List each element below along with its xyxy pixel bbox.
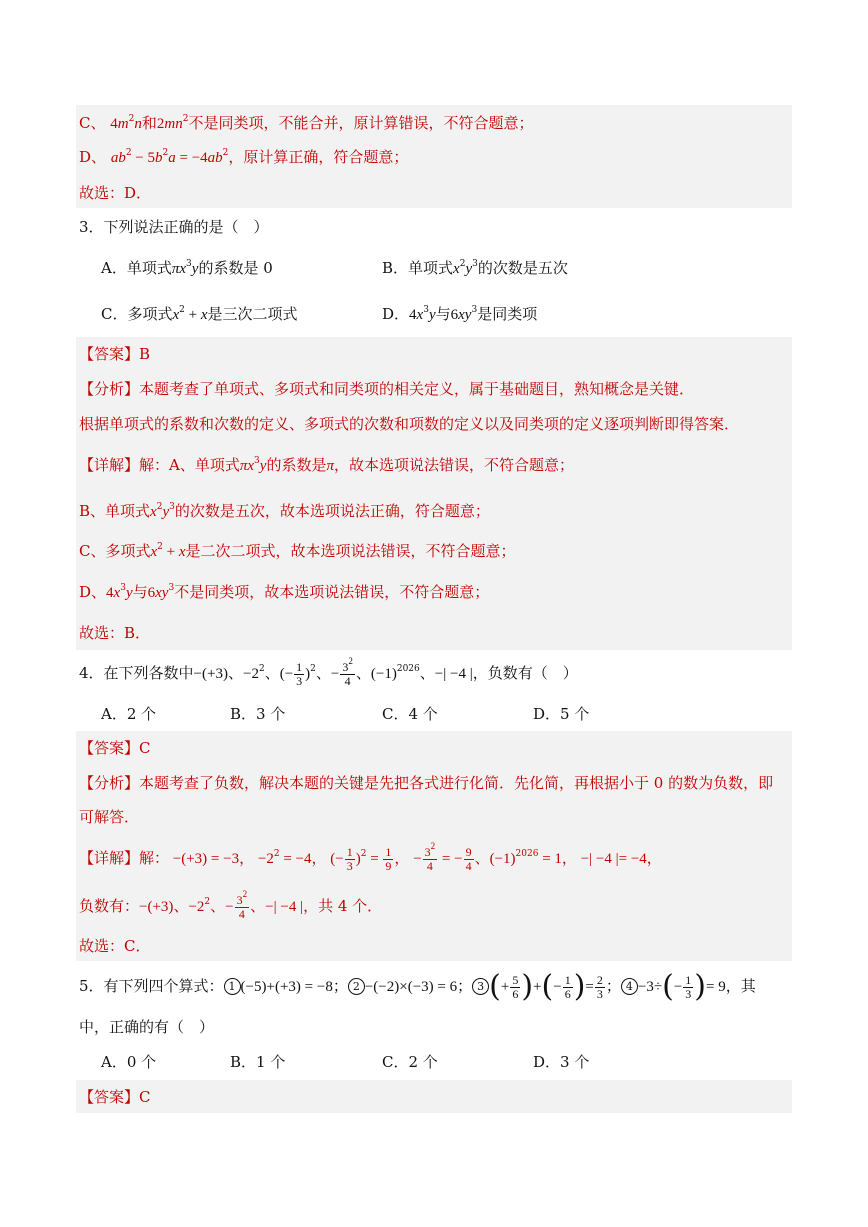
- q4-option-d: D．5 个: [533, 705, 590, 723]
- q4-detail: 【详解】解： −(+3) = −3， $-2^2 = -4$， (− $\frac{1}{3}$ )$^2$ = $\frac{1}{9}$ ， − $\frac{3^2}{4}$ = − $\frac{9}{4}$ 、$(-1)^{2026} = 1$， −| −4 |= −4，: [79, 840, 662, 873]
- q4-stem: 4．在下列各数中−(+3)、$-2^2$、(− $\frac{1}{3}$ )$^2$、− $\frac{3^2}{4}$ 、$(-1)^{2026}$、−| −4 |，负数有（ ）: [79, 655, 578, 688]
- q3-answer: 【答案】B: [79, 345, 151, 363]
- q3-choice: 故选：B．: [79, 624, 151, 642]
- q4-choice: 故选：C．: [79, 937, 151, 955]
- q2-choice: 故选：D．: [79, 184, 152, 202]
- q3-option-a: A．单项式$\pi x^3y$的系数是 0: [101, 259, 273, 277]
- q3-detail-b: B、单项式$x^2y^3$的次数是五次，故本选项说法正确，符合题意；: [79, 502, 490, 520]
- q4-negatives: 负数有：−(+3)、$-2^2$、− $\frac{3^2}{4}$ 、−| −4 |，共 4 个．: [79, 888, 383, 921]
- q3-stem: 3．下列说法正确的是（ ）: [79, 218, 269, 236]
- q3-detail-c: C、多项式$x^2 + x$是二次二项式，故本选项说法错误，不符合题意；: [79, 542, 516, 560]
- q2-line-c: C、 $4m^2n$和$2mn^2$不是同类项，不能合并，原计算错误，不符合题意；: [79, 114, 534, 132]
- q5-option-c: C．2 个: [382, 1053, 438, 1071]
- q5-stem-2: 中，正确的有（ ）: [79, 1018, 215, 1036]
- q5-option-a: A．0 个: [101, 1053, 157, 1071]
- q4-option-b: B．3 个: [230, 705, 286, 723]
- q4-answer: 【答案】C: [79, 739, 151, 757]
- q3-detail-d: D、$4x^3y$与$6xy^3$不是同类项，故本选项说法错误，不符合题意；: [79, 583, 490, 601]
- q3-analysis: 【分析】本题考查了单项式、多项式和同类项的相关定义，属于基础题目，熟知概念是关键．: [79, 380, 695, 398]
- q5-option-b: B．1 个: [230, 1053, 286, 1071]
- q3-analysis-2: 根据单项式的系数和次数的定义、多项式的次数和项数的定义以及同类项的定义逐项判断即得答案．: [79, 415, 740, 433]
- q3-option-c: C．多项式$x^2 + x$是三次二项式: [101, 305, 298, 323]
- q5-solution-box: [76, 1080, 792, 1113]
- q3-detail-a: 【详解】解：A、单项式$\pi x^3y$的系数是π，故本选项说法错误，不符合题意；: [79, 456, 574, 474]
- q5-stem: 5．有下列四个算式： 1 (−5)+(+3) = −8； 2 −(−2)×(−3) = 6； 3 (+ $\frac{5}{6}$ )+(− $\frac{1}{6}$ )= $\frac{2}{3}$ ； 4 −3÷(− $\frac{1}{3}$ )= 9，其: [79, 969, 756, 1004]
- q4-analysis-2: 可解答．: [79, 808, 140, 826]
- q3-option-d: D．$4x^3y$与$6xy^3$是同类项: [382, 305, 538, 323]
- q4-option-a: A．2 个: [101, 705, 157, 723]
- q5-answer: 【答案】C: [79, 1088, 151, 1106]
- q3-option-b: B．单项式$x^2y^3$的次数是五次: [382, 259, 568, 277]
- q2-line-d: D、 $ab^2 - 5b^2a = -4ab^2$，原计算正确，符合题意；: [79, 148, 409, 166]
- q4-option-c: C．4 个: [382, 705, 438, 723]
- q5-option-d: D．3 个: [533, 1053, 590, 1071]
- q4-analysis: 【分析】本题考查了负数，解决本题的关键是先把各式进行化简．先化简，再根据小于 0 的数为负数，即: [79, 774, 774, 792]
